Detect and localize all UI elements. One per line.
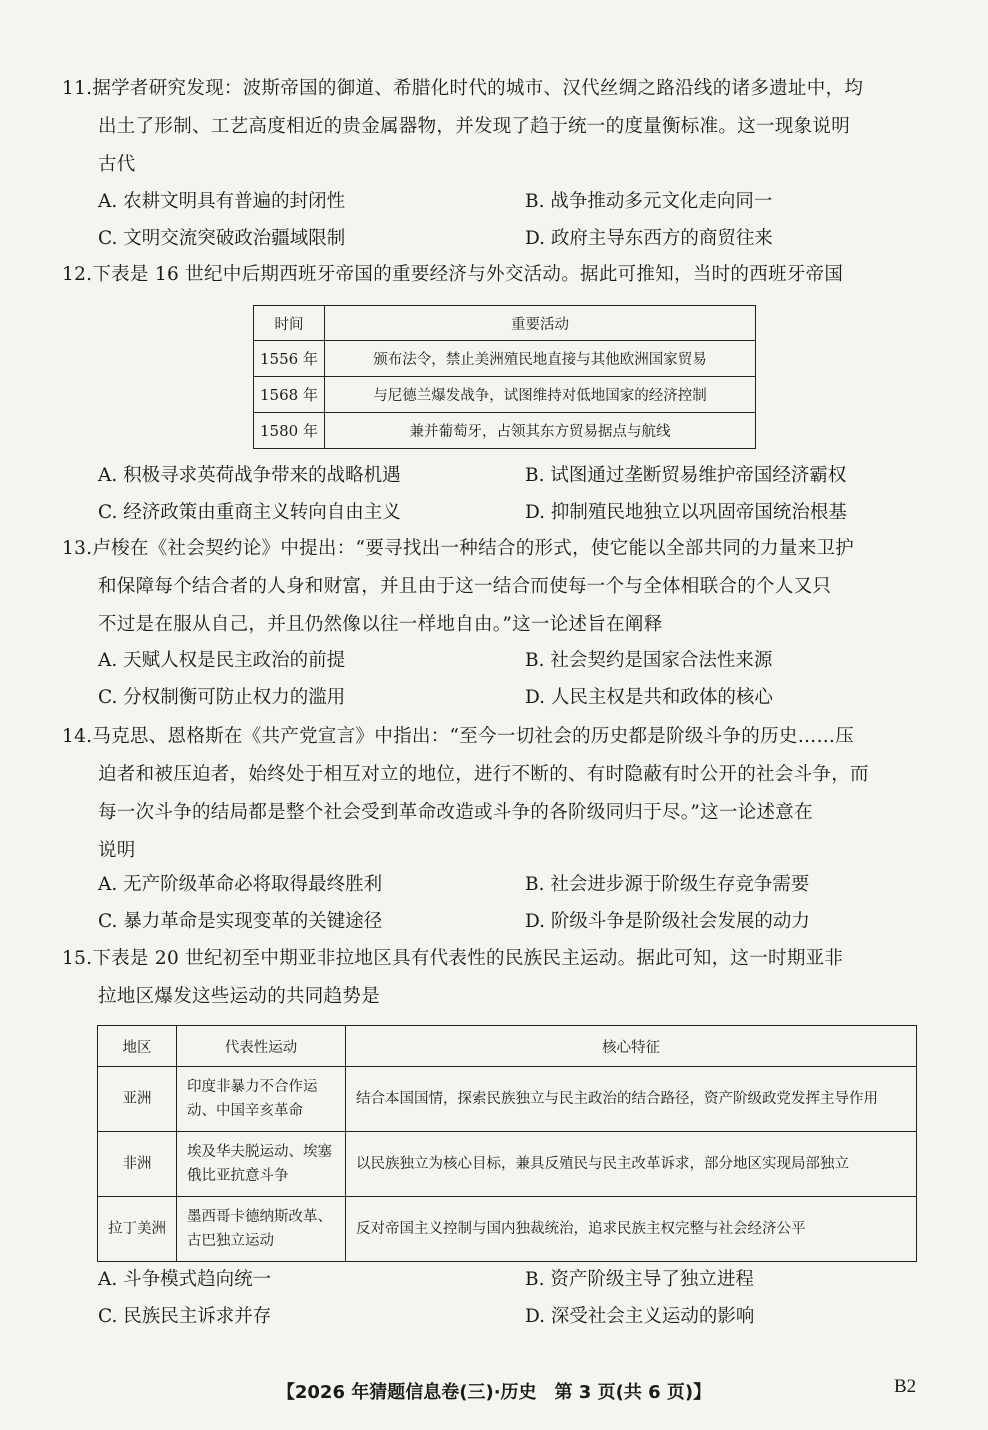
question-14 (62, 718, 922, 870)
table-row (254, 413, 756, 449)
option-b[interactable]: B. 社会进步源于阶级生存竞争需要 (525, 874, 810, 895)
options-row (98, 458, 918, 494)
table-cell: 非洲 (98, 1132, 177, 1197)
table-header: 重要活动 (325, 306, 756, 341)
options-row (98, 1262, 918, 1298)
option-b[interactable]: B. 试图通过垄断贸易维护帝国经济霸权 (525, 465, 847, 486)
paper-code: B2 (894, 1376, 917, 1397)
options-row (98, 1299, 918, 1335)
table-cell: 墨西哥卡德纳斯改革、古巴独立运动 (177, 1197, 346, 1262)
table-cell: 与尼德兰爆发战争，试图维持对低地国家的经济控制 (325, 377, 756, 413)
option-d[interactable]: D. 抑制殖民地独立以巩固帝国统治根基 (525, 502, 847, 523)
option-c[interactable]: C. 经济政策由重商主义转向自由主义 (98, 502, 401, 523)
question-number: 14. (62, 726, 93, 747)
table-header: 代表性运动 (177, 1026, 346, 1067)
table-cell: 埃及华夫脱运动、埃塞俄比亚抗意斗争 (177, 1132, 346, 1197)
question-stem: 迫者和被压迫者，始终处于相互对立的地位，进行不断的、有时隐蔽有时公开的社会斗争，而 (98, 764, 869, 785)
option-a[interactable]: A. 无产阶级革命必将取得最终胜利 (98, 874, 383, 895)
option-d[interactable]: D. 政府主导东西方的商贸往来 (525, 228, 773, 249)
option-c[interactable]: C. 分权制衡可防止权力的滥用 (98, 687, 346, 708)
question-stem: 出土了形制、工艺高度相近的贵金属器物，并发现了趋于统一的度量衡标准。这一现象说明 (98, 116, 851, 137)
option-d[interactable]: D. 深受社会主义运动的影响 (525, 1306, 755, 1327)
table-cell: 结合本国国情，探索民族独立与民主政治的结合路径，资产阶级政党发挥主导作用 (346, 1067, 917, 1132)
question-stem: 不过是在服从自己，并且仍然像以往一样地自由。”这一论述旨在阐释 (98, 614, 663, 635)
table-cell: 印度非暴力不合作运动、中国辛亥革命 (177, 1067, 346, 1132)
options-row (98, 184, 918, 220)
question-number: 13. (62, 538, 93, 559)
question-number: 11. (62, 78, 93, 99)
table-header: 核心特征 (346, 1026, 917, 1067)
table-cell: 兼并葡萄牙，占领其东方贸易据点与航线 (325, 413, 756, 449)
question-stem: 每一次斗争的结局都是整个社会受到革命改造或斗争的各阶级同归于尽。”这一论述意在 (98, 802, 813, 823)
options-row (98, 867, 918, 903)
options-row (98, 495, 918, 531)
question-stem: 下表是 16 世纪中后期西班牙帝国的重要经济与外交活动。据此可推知，当时的西班牙帝国 (92, 264, 844, 285)
table-cell: 以民族独立为核心目标，兼具反殖民与民主改革诉求，部分地区实现局部独立 (346, 1132, 917, 1197)
option-b[interactable]: B. 战争推动多元文化走向同一 (525, 191, 773, 212)
options-row (98, 680, 918, 716)
option-c[interactable]: C. 民族民主诉求并存 (98, 1306, 272, 1327)
activity-table (253, 305, 756, 449)
question-stem: 拉地区爆发这些运动的共同趋势是 (98, 986, 381, 1007)
options-row (98, 643, 918, 679)
question-13 (62, 530, 922, 644)
question-number: 12. (62, 264, 93, 285)
option-c[interactable]: C. 暴力革命是实现变革的关键途径 (98, 911, 383, 932)
table-row (98, 1067, 917, 1132)
option-b[interactable]: B. 社会契约是国家合法性来源 (525, 650, 773, 671)
option-d[interactable]: D. 阶级斗争是阶级社会发展的动力 (525, 911, 810, 932)
table-cell: 1556 年 (254, 341, 325, 377)
option-a[interactable]: A. 天赋人权是民主政治的前提 (98, 650, 346, 671)
table-header: 时间 (254, 306, 325, 341)
table-cell: 1568 年 (254, 377, 325, 413)
question-stem: 卢梭在《社会契约论》中提出：“要寻找出一种结合的形式，使它能以全部共同的力量来卫护 (92, 538, 855, 559)
option-a[interactable]: A. 积极寻求英荷战争带来的战略机遇 (98, 465, 401, 486)
table-row (98, 1132, 917, 1197)
page-footer: 【2026 年猜题信息卷(三)·历史 第 3 页(共 6 页)】 (276, 1382, 712, 1403)
options-row (98, 221, 918, 257)
table-row (98, 1197, 917, 1262)
option-c[interactable]: C. 文明交流突破政治疆域限制 (98, 228, 346, 249)
question-number: 15. (62, 948, 93, 969)
question-11 (62, 70, 922, 184)
question-12 (62, 256, 922, 294)
table-header: 地区 (98, 1026, 177, 1067)
question-stem: 据学者研究发现：波斯帝国的御道、希腊化时代的城市、汉代丝绸之路沿线的诸多遗址中，均 (92, 78, 864, 99)
table-cell: 拉丁美洲 (98, 1197, 177, 1262)
option-a[interactable]: A. 农耕文明具有普遍的封闭性 (98, 191, 346, 212)
option-d[interactable]: D. 人民主权是共和政体的核心 (525, 687, 773, 708)
table-row (254, 377, 756, 413)
question-stem: 说明 (98, 840, 136, 861)
question-stem: 下表是 20 世纪初至中期亚非拉地区具有代表性的民族民主运动。据此可知，这一时期亚非 (92, 948, 844, 969)
table-cell: 1580 年 (254, 413, 325, 449)
question-stem: 和保障每个结合者的人身和财富，并且由于这一结合而使每一个与全体相联合的个人又只 (98, 576, 832, 597)
option-b[interactable]: B. 资产阶级主导了独立进程 (525, 1269, 754, 1290)
table-cell: 亚洲 (98, 1067, 177, 1132)
question-stem: 古代 (98, 154, 136, 175)
table-row (254, 341, 756, 377)
question-15 (62, 940, 922, 1016)
table-cell: 颁布法令，禁止美洲殖民地直接与其他欧洲国家贸易 (325, 341, 756, 377)
option-a[interactable]: A. 斗争模式趋向统一 (98, 1269, 272, 1290)
options-row (98, 904, 918, 940)
table-cell: 反对帝国主义控制与国内独裁统治，追求民族主权完整与社会经济公平 (346, 1197, 917, 1262)
question-stem: 马克思、恩格斯在《共产党宣言》中指出：“至今一切社会的历史都是阶级斗争的历史……压 (92, 726, 855, 747)
movement-table (97, 1025, 917, 1262)
